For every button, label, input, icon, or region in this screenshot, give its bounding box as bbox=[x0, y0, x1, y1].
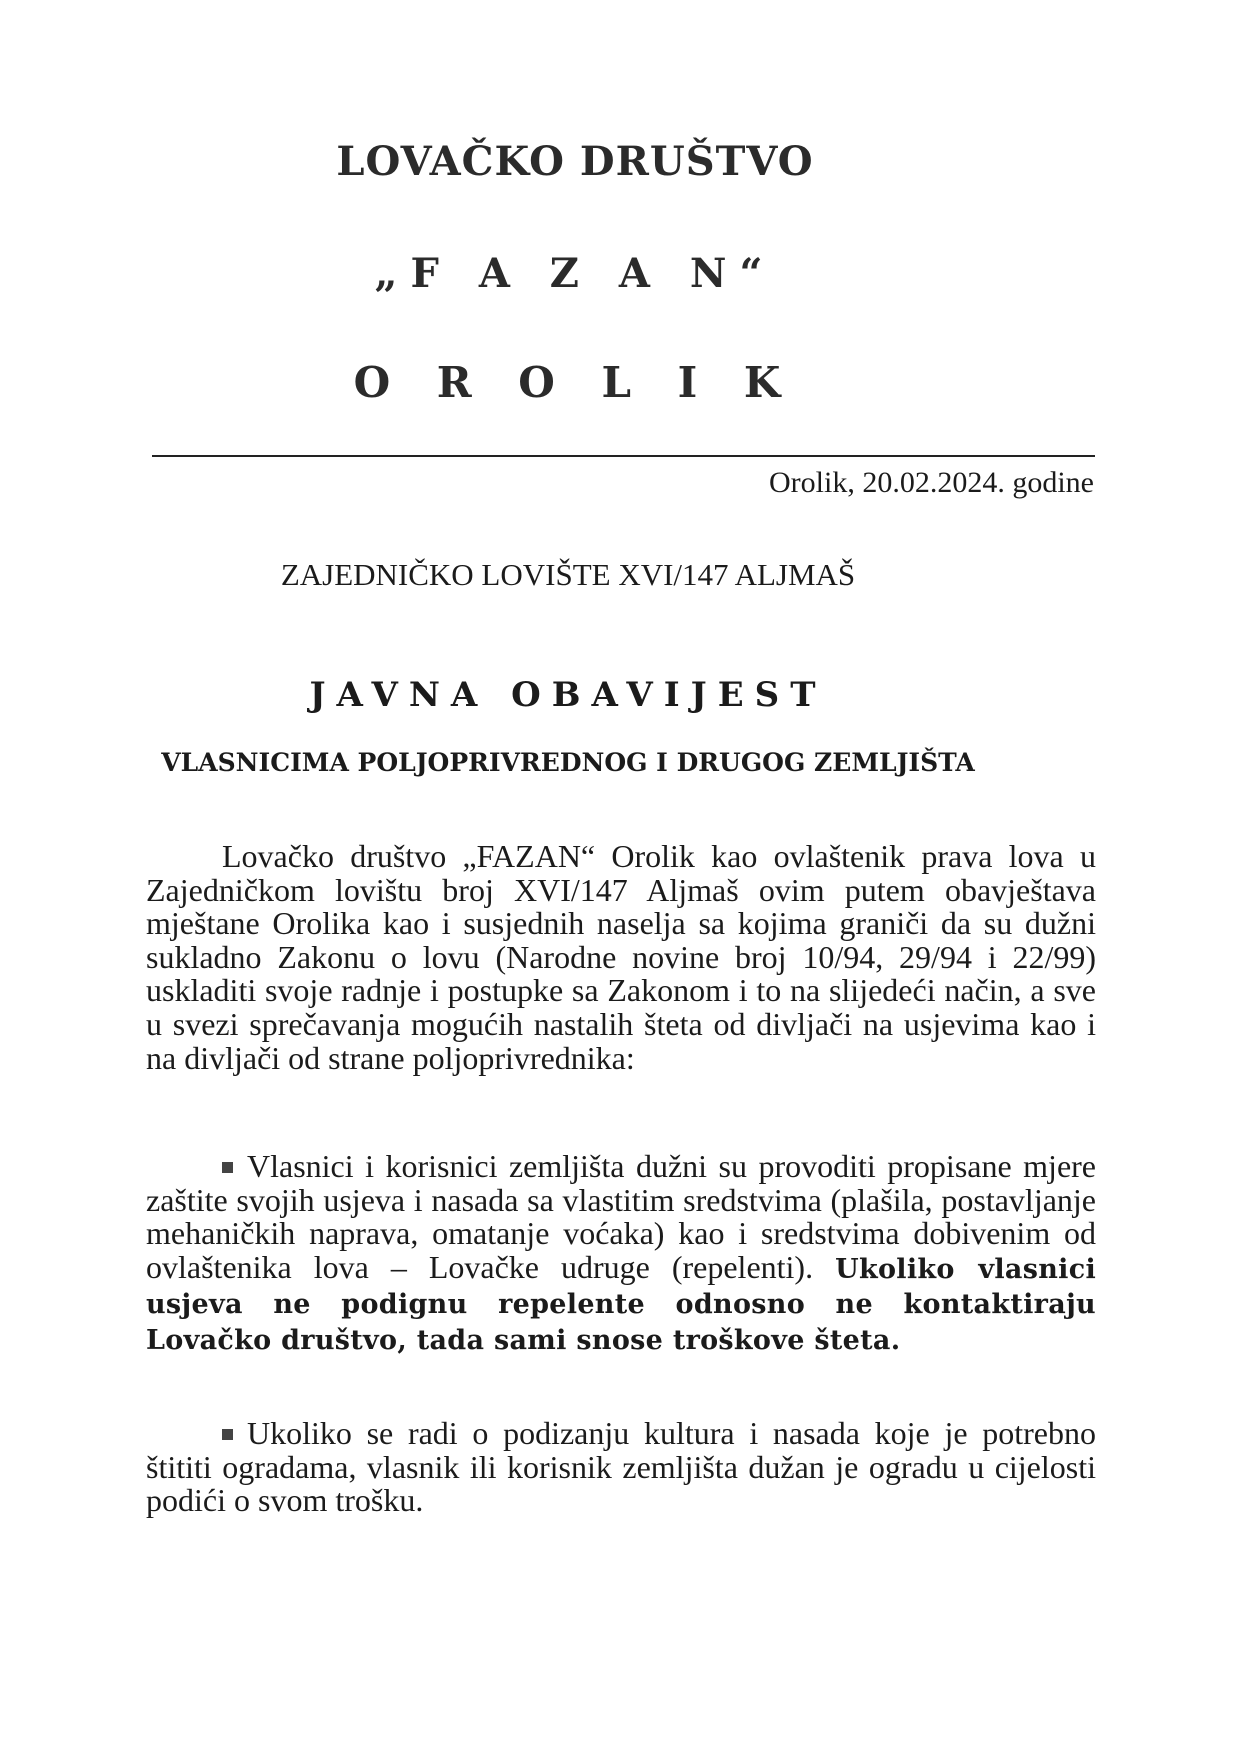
hunting-ground-title: ZAJEDNIČKO LOVIŠTE XVI/147 ALJMAŠ bbox=[280, 557, 856, 592]
header-divider bbox=[152, 455, 1095, 457]
date-line: Orolik, 20.02.2024. godine bbox=[769, 466, 1094, 499]
org-short-name: „F A Z A N“ bbox=[374, 250, 776, 297]
square-bullet-icon bbox=[222, 1162, 233, 1173]
org-name: LOVAČKO DRUŠTVO bbox=[336, 138, 814, 185]
org-place: O R O L I K bbox=[353, 358, 797, 407]
bullet-text: Vlasnici i korisnici zemljišta dužni su provoditi propisane mjere zaštite svojih usjeva i nasada sa vlastitim sredstvima (plašila, postavljanje mehaničkih naprava, omatanje voćaka) kao i sredstvima dobivenim od ovlaštenika lova – Lovačke udruge (repelenti). bbox=[146, 1148, 1096, 1285]
bullet-item bbox=[146, 1417, 1096, 1518]
notice-title: JAVNA OBAVIJEST bbox=[309, 675, 827, 715]
bullet-text: Ukoliko se radi o podizanju kultura i nasada koje je potrebno štititi ogradama, vlasnik ili korisnik zemljišta dužan je ogradu u cijelosti podići o svom trošku. bbox=[146, 1415, 1096, 1519]
square-bullet-icon bbox=[222, 1429, 233, 1440]
bullet-emphasis: Ukoliko vlasnici usjeva ne podignu repelente odnosno ne kontaktiraju Lovačko društvo, tada sami snose troškove šteta. bbox=[146, 1253, 1097, 1356]
notice-subtitle: VLASNICIMA POLJOPRIVREDNOG I DRUGOG ZEMLJIŠTA bbox=[161, 748, 975, 777]
bullet-item bbox=[146, 1150, 1096, 1358]
intro-paragraph: Lovačko društvo „FAZAN“ Orolik kao ovlaštenik prava lova u Zajedničkom lovištu broj XVI/147 Aljmaš ovim putem obavještava mještane Orolika kao i susjednih naselja sa kojima graniči da su dužni sukladno Zakonu o lovu (Narodne novine broj 10/94, 29/94 i 22/99) uskladiti svoje radnje i postupke sa Zakonom i to na slijedeći način, a sve u svezi sprečavanja mogućih nastalih šteta od divljači na usjevima kao i na divljači od strane poljoprivrednika: bbox=[146, 838, 1096, 1076]
